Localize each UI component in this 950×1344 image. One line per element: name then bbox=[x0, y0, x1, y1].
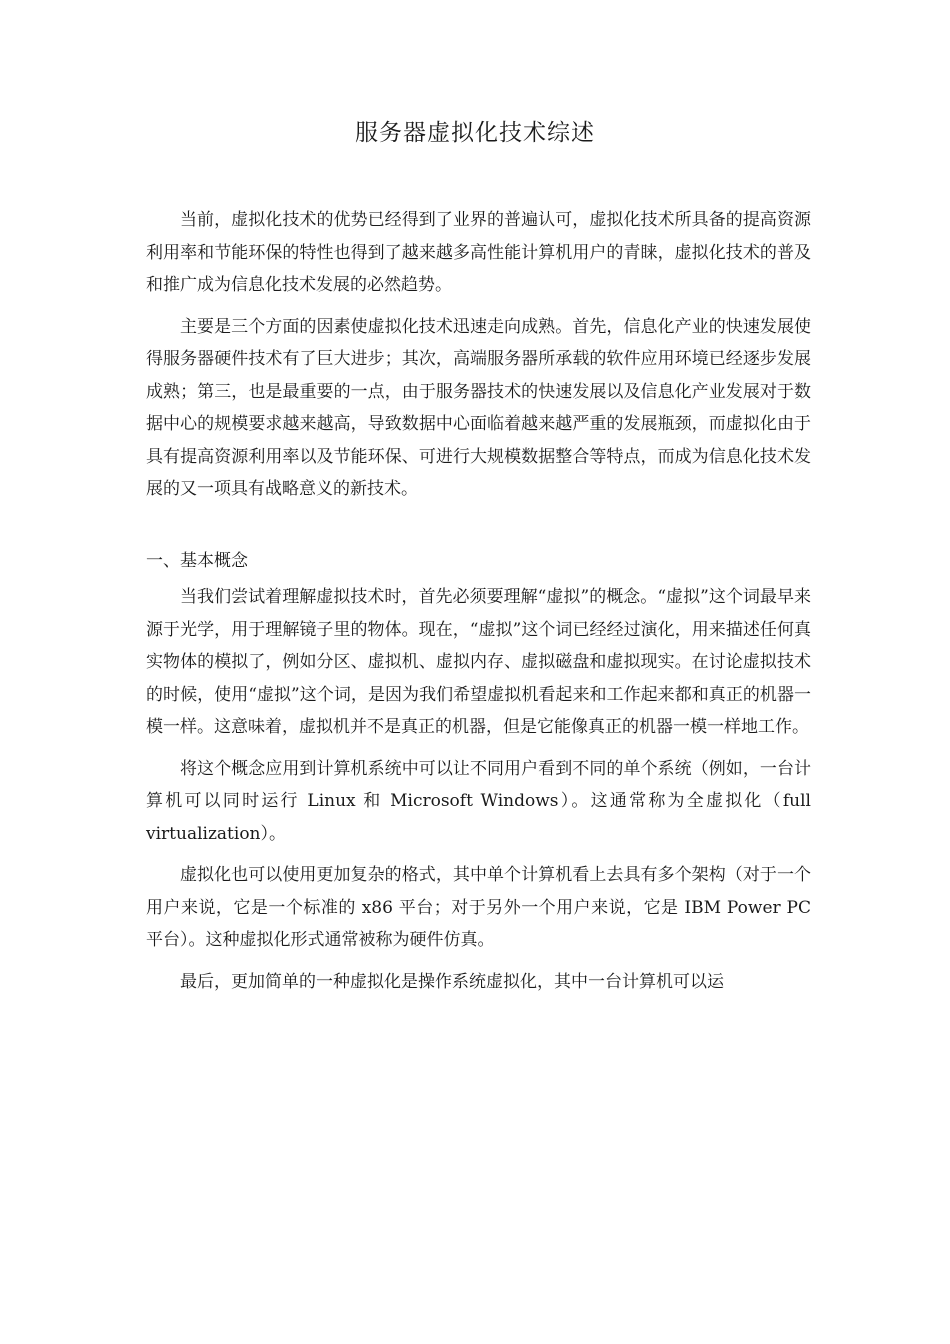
intro-paragraph-1: 当前，虚拟化技术的优势已经得到了业界的普遍认可，虚拟化技术所具备的提高资源利用率和节能环保的特性也得到了越来越多高性能计算机用户的青睐，虚拟化技术的普及和推广成为信息化技术发展的必然趋势。 bbox=[146, 210, 811, 295]
section-paragraph-2: 将这个概念应用到计算机系统中可以让不同用户看到不同的单个系统（例如，一台计算机可以同时运行 Linux 和 Microsoft Windows）。这通常称为全虚拟化（full virtualization）。 bbox=[146, 758, 811, 844]
section-paragraph-1: 当我们尝试着理解虚拟技术时，首先必须要理解“虚拟”的概念。“虚拟”这个词最早来源于光学，用于理解镜子里的物体。现在，“虚拟”这个词已经经过演化，用来描述任何真实物体的模拟了，例如分区、虚拟机、虚拟内存、虚拟磁盘和虚拟现实。在讨论虚拟技术的时候，使用“虚拟”这个词，是因为我们希望虚拟机看起来和工作起来都和真正的机器一模一样。这意味着，虚拟机并不是真正的机器，但是它能像真正的机器一模一样地工作。 bbox=[146, 587, 811, 737]
section-paragraph-4: 最后，更加简单的一种虚拟化是操作系统虚拟化，其中一台计算机可以运 bbox=[180, 971, 724, 992]
document-body bbox=[146, 204, 811, 1007]
section-paragraph-3: 虚拟化也可以使用更加复杂的格式，其中单个计算机看上去具有多个架构（对于一个用户来说，它是一个标准的 x86 平台；对于另外一个用户来说，它是 IBM Power PC 平台）。这种虚拟化形式通常被称为硬件仿真。 bbox=[146, 865, 811, 950]
section-heading: 一、基本概念 bbox=[146, 550, 248, 571]
intro-paragraph-2: 主要是三个方面的因素使虚拟化技术迅速走向成熟。首先，信息化产业的快速发展使得服务器硬件技术有了巨大进步；其次，高端服务器所承载的软件应用环境已经逐步发展成熟；第三，也是最重要的一点，由于服务器技术的快速发展以及信息化产业发展对于数据中心的规模要求越来越高，导致数据中心面临着越来越严重的发展瓶颈，而虚拟化由于具有提高资源利用率以及节能环保、可进行大规模数据整合等特点，而成为信息化技术发展的又一项具有战略意义的新技术。 bbox=[146, 316, 811, 499]
document-title: 服务器虚拟化技术综述 bbox=[355, 120, 595, 146]
